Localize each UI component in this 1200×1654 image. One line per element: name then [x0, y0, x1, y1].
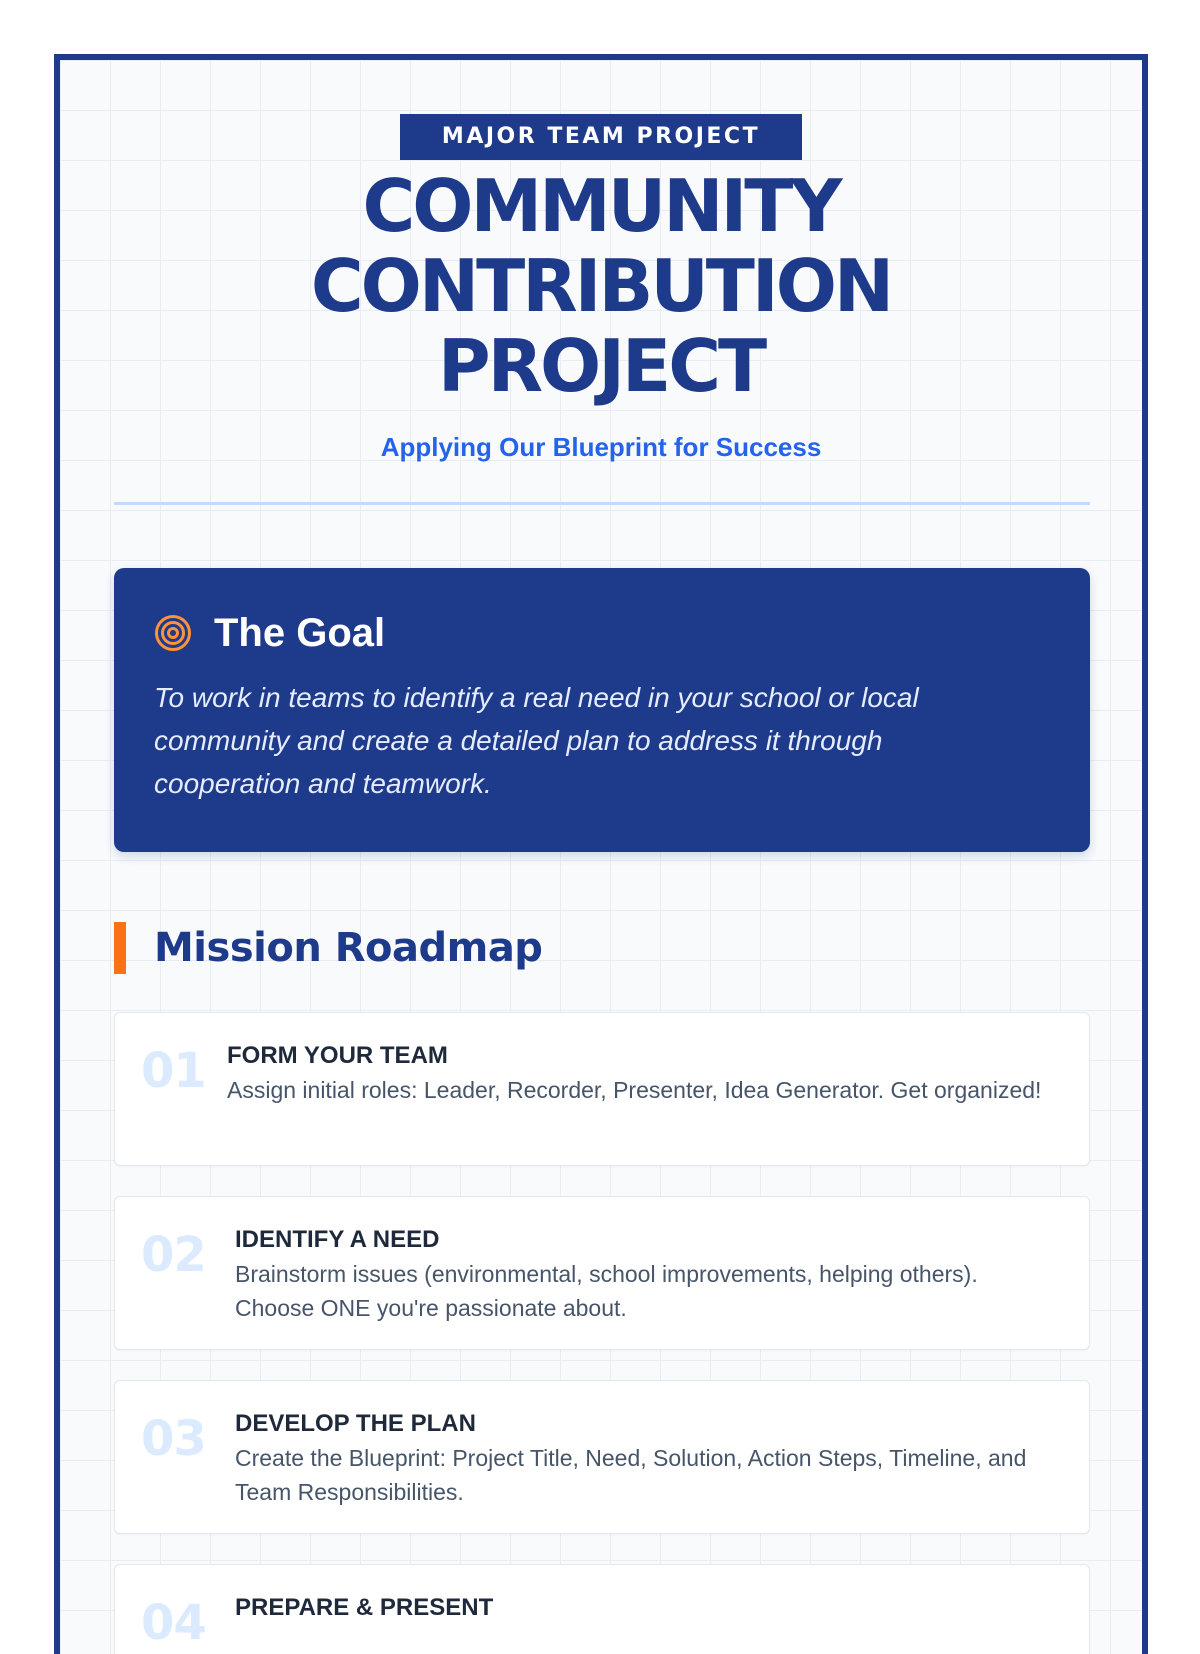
roadmap-step	[114, 1564, 1090, 1654]
step-number: 01	[141, 1043, 206, 1099]
page-subtitle: Applying Our Blueprint for Success	[380, 432, 822, 462]
step-number: 02	[141, 1227, 206, 1283]
step-body	[235, 1223, 1059, 1325]
roadmap-step	[114, 1196, 1090, 1350]
roadmap-steps	[114, 1012, 1090, 1654]
step-title: DEVELOP THE PLAN	[235, 1410, 476, 1437]
title-line-1: COMMUNITY	[362, 164, 840, 248]
goal-card	[114, 568, 1090, 852]
title-line-2: CONTRIBUTION	[310, 244, 892, 328]
step-description: Create the Blueprint: Project Title, Need, Solution, Action Steps, Timeline, and Team Responsibilities.	[235, 1445, 1027, 1505]
step-description: Brainstorm issues (environmental, school improvements, helping others). Choose ONE you're passionate about.	[235, 1261, 978, 1321]
roadmap-title: Mission Roadmap	[154, 925, 543, 971]
target-icon	[154, 614, 192, 652]
goal-header	[154, 608, 1050, 658]
roadmap-accent-bar	[114, 922, 126, 974]
step-number: 03	[141, 1411, 206, 1467]
step-number: 04	[141, 1595, 206, 1651]
roadmap-step	[114, 1380, 1090, 1534]
title-line-3: PROJECT	[437, 324, 765, 408]
roadmap-heading	[114, 920, 1090, 976]
step-description: Assign initial roles: Leader, Recorder, Presenter, Idea Generator. Get organized!	[227, 1077, 1042, 1103]
step-body	[227, 1039, 1059, 1107]
step-title: FORM YOUR TEAM	[227, 1042, 448, 1069]
roadmap-step	[114, 1012, 1090, 1166]
goal-description: To work in teams to identify a real need in your school or local community and create a detailed plan to address it through cooperation and teamwork.	[154, 682, 919, 799]
step-title: IDENTIFY A NEED	[235, 1226, 440, 1253]
step-title: PREPARE & PRESENT	[235, 1594, 494, 1621]
poster-frame	[54, 54, 1148, 1654]
project-kicker-label: MAJOR TEAM PROJECT	[400, 114, 802, 160]
header-divider	[114, 502, 1090, 505]
page-title	[60, 166, 1142, 406]
step-body	[235, 1591, 1059, 1625]
goal-title: The Goal	[214, 610, 386, 655]
step-body	[235, 1407, 1059, 1509]
